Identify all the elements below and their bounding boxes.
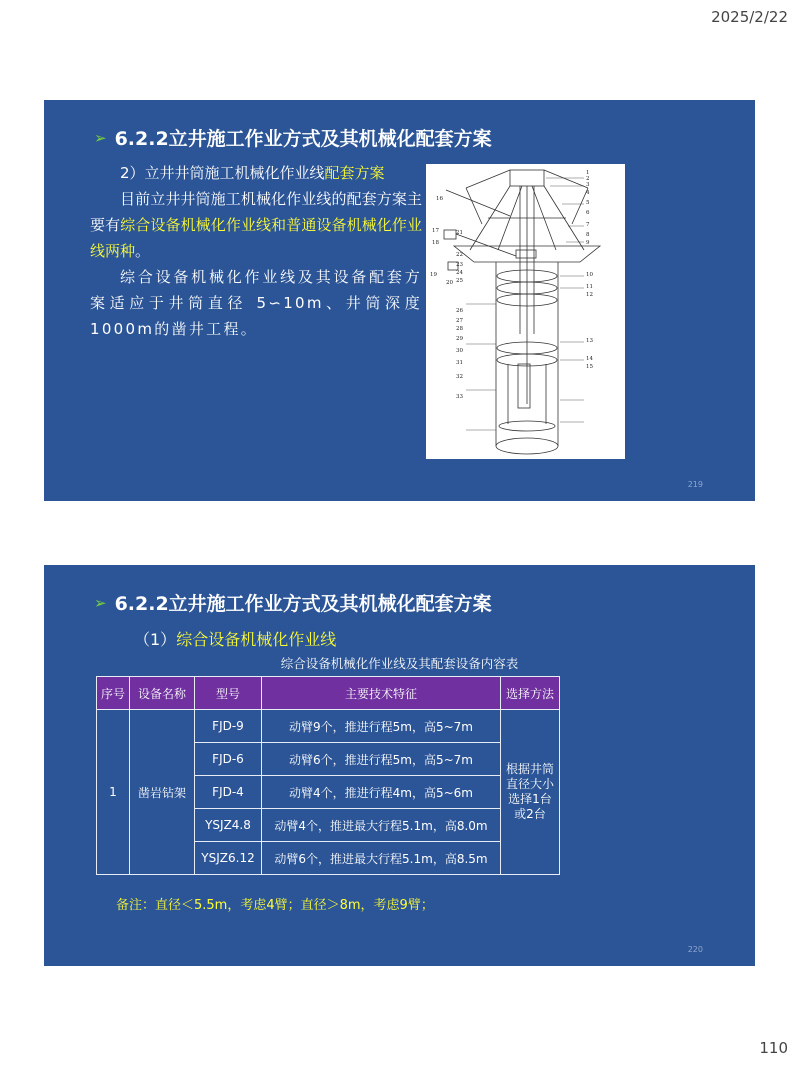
figure-callout-28: 28 (456, 326, 463, 332)
section-heading-highlight: 配套方案 (324, 164, 385, 182)
cell-model: FJD-9 (195, 710, 262, 743)
figure-callout-8: 8 (586, 232, 590, 238)
cell-feature: 动臂4个，推进最大行程5.1m，高8.0m (262, 809, 501, 842)
equipment-table (96, 676, 560, 875)
figure-labels-left (430, 196, 463, 400)
table-note: 备注：直径＜5.5m，考虑4臂；直径＞8m，考虑9臂； (116, 898, 434, 913)
figure-callout-25: 25 (456, 278, 463, 284)
header-model: 型号 (195, 677, 262, 710)
figure-labels-right (586, 170, 593, 370)
slide-title-text: 6.2.2立井施工作业方式及其机械化配套方案 (114, 593, 492, 615)
winch-left (444, 230, 456, 239)
figure-callout-31: 31 (456, 360, 463, 366)
slide-number: 219 (687, 480, 703, 489)
cell-feature: 动臂6个，推进行程5m，高5~7m (262, 743, 501, 776)
header-method: 选择方法 (501, 677, 560, 710)
header-seq: 序号 (97, 677, 130, 710)
table-caption: 综合设备机械化作业线及其配套设备内容表 (280, 656, 519, 671)
paragraph-2: 综合设备机械化作业线及其设备配套方案适应于井筒直径 5∽10m、井筒深度1000m的凿井工程。 (90, 268, 422, 338)
figure-callout-9: 9 (586, 240, 590, 246)
figure-callout-33: 33 (456, 394, 463, 400)
figure-callout-5: 5 (586, 200, 590, 206)
shaft-equipment-drawing (426, 164, 625, 459)
figure-callout-15: 15 (586, 364, 593, 370)
paragraph-1-end: 。 (135, 242, 151, 260)
slide-number: 220 (687, 945, 703, 954)
figure-callout-3: 3 (586, 182, 590, 188)
slide-219 (44, 100, 755, 501)
table-header-row (97, 677, 560, 710)
figure-callout-16: 16 (436, 196, 443, 202)
paragraph-1-text: 目前立井井筒施工机械化作业线的配套方案主要有 (90, 190, 422, 234)
cell-method: 根据井筒直径大小选择1台或2台 (501, 710, 560, 875)
figure-callout-19: 19 (430, 272, 437, 278)
headframe-top (510, 170, 544, 186)
cell-feature: 动臂6个，推进最大行程5.1m，高8.5m (262, 842, 501, 875)
mucking-bucket (518, 364, 530, 408)
page-number: 110 (759, 1039, 788, 1057)
figure-callout-6: 6 (586, 210, 590, 216)
figure-callout-10: 10 (586, 272, 593, 278)
figure-callout-32: 32 (456, 374, 463, 380)
arrow-bullet-icon: ➢ (94, 129, 107, 147)
slide-220 (44, 565, 755, 966)
figure-callout-7: 7 (586, 222, 590, 228)
figure-callout-29: 29 (456, 336, 463, 342)
figure-callout-13: 13 (586, 338, 593, 344)
section-subhead (134, 627, 336, 650)
shaft-equipment-figure (426, 164, 625, 459)
figure-callout-30: 30 (456, 348, 463, 354)
subhead-highlight: 综合设备机械化作业线 (176, 630, 337, 649)
arrow-bullet-icon: ➢ (94, 594, 107, 612)
figure-callout-18: 18 (432, 240, 439, 246)
figure-callout-27: 27 (456, 318, 463, 324)
figure-callout-14: 14 (586, 356, 593, 362)
figure-callout-2: 2 (586, 176, 590, 182)
figure-callout-17: 17 (432, 228, 439, 234)
figure-callout-12: 12 (586, 292, 593, 298)
figure-callout-4: 4 (586, 190, 590, 196)
figure-callout-21: 21 (456, 230, 463, 236)
cell-seq: 1 (97, 710, 130, 875)
slide-title (94, 589, 492, 616)
cell-feature: 动臂4个，推进行程4m，高5~6m (262, 776, 501, 809)
header-feature: 主要技术特征 (262, 677, 501, 710)
cell-model: FJD-4 (195, 776, 262, 809)
figure-callout-20: 20 (446, 280, 453, 286)
figure-callout-11: 11 (586, 284, 593, 290)
page-date: 2025/2/22 (711, 8, 788, 26)
paragraph-1-highlight: 综合设备机械化作业线和普通设备机械化作业线两种 (90, 216, 422, 260)
section-heading-text: 2）立井井筒施工机械化作业线 (120, 164, 325, 182)
slide-title-text: 6.2.2立井施工作业方式及其机械化配套方案 (114, 128, 492, 150)
shaft-bottom (496, 438, 558, 454)
cell-model: FJD-6 (195, 743, 262, 776)
slide-body-text (90, 160, 422, 342)
section-heading (90, 160, 422, 186)
slide-title (94, 124, 492, 151)
figure-callout-1: 1 (586, 170, 590, 176)
header-equipment: 设备名称 (130, 677, 195, 710)
cell-model: YSJZ6.12 (195, 842, 262, 875)
figure-callout-22: 22 (456, 252, 463, 258)
figure-callout-24: 24 (456, 270, 463, 276)
cell-model: YSJZ4.8 (195, 809, 262, 842)
cell-feature: 动臂9个，推进行程5m，高5~7m (262, 710, 501, 743)
figure-callout-23: 23 (456, 262, 463, 268)
cell-equipment: 凿岩钻架 (130, 710, 195, 875)
table-row (97, 710, 560, 743)
subhead-number: （1） (134, 630, 177, 649)
figure-callout-26: 26 (456, 308, 463, 314)
paragraph-1 (90, 186, 422, 264)
